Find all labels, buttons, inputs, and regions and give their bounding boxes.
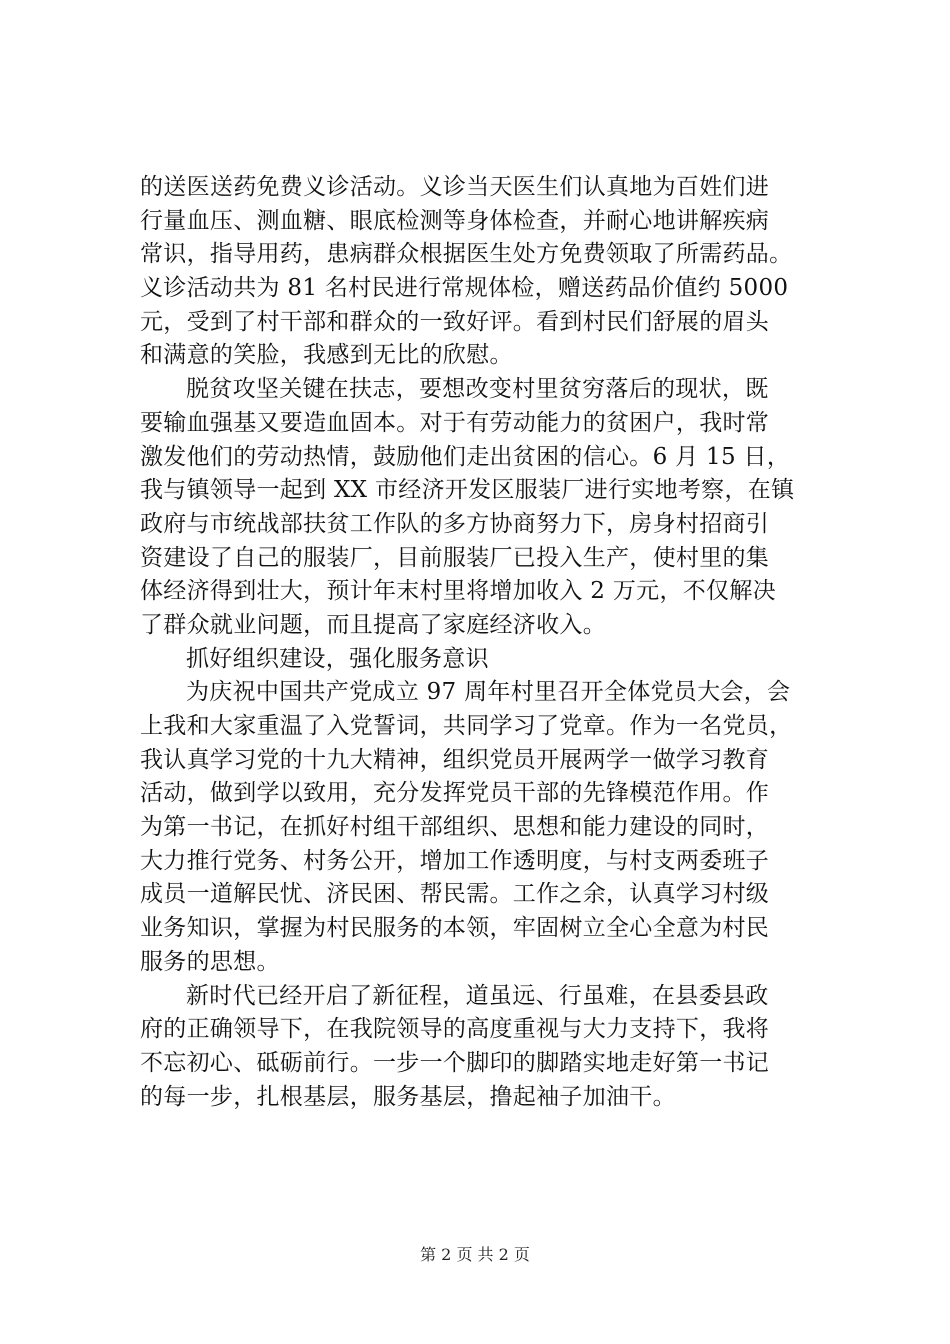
section-heading: 抓好组织建设，强化服务意识 <box>186 645 489 672</box>
body-text <box>140 171 840 1114</box>
page-number-label: 第 2 页 共 2 页 <box>420 1245 530 1264</box>
text-line: 和满意的笑脸，我感到无比的欣慰。 <box>140 342 513 369</box>
text-line: 为第一书记，在抓好村组干部组织、思想和能力建设的同时， <box>140 814 770 841</box>
paragraph-start-line: 为庆祝中国共产党成立 97 周年村里召开全体党员大会，会 <box>186 679 791 706</box>
text-line: 的每一步，扎根基层，服务基层，撸起袖子加油干。 <box>140 1083 676 1110</box>
text-line: 活动，做到学以致用，充分发挥党员干部的先锋模范作用。作 <box>140 780 770 807</box>
text-line: 要输血强基又要造血固本。对于有劳动能力的贫困户，我时常 <box>140 409 770 436</box>
text-line: 了群众就业问题，而且提高了家庭经济收入。 <box>140 611 606 638</box>
text-line: 元，受到了村干部和群众的一致好评。看到村民们舒展的眉头 <box>140 308 770 335</box>
text-line: 成员一道解民忧、济民困、帮民需。工作之余，认真学习村级 <box>140 881 770 908</box>
text-line: 我认真学习党的十九大精神，组织党员开展两学一做学习教育 <box>140 746 770 773</box>
text-line: 政府与市统战部扶贫工作队的多方协商努力下，房身村招商引 <box>140 510 770 537</box>
text-line: 不忘初心、砥砺前行。一步一个脚印的脚踏实地走好第一书记 <box>140 1049 770 1076</box>
text-line: 业务知识，掌握为村民服务的本领，牢固树立全心全意为村民 <box>140 915 770 942</box>
text-line: 我与镇领导一起到 XX 市经济开发区服装厂进行实地考察，在镇 <box>140 477 795 504</box>
text-line: 服务的思想。 <box>140 948 280 975</box>
text-line: 资建设了自己的服装厂，目前服装厂已投入生产，使村里的集 <box>140 544 770 571</box>
text-line: 行量血压、测血糖、眼底检测等身体检查，并耐心地讲解疾病 <box>140 207 770 234</box>
paragraph-start-line: 脱贫攻坚关键在扶志，要想改变村里贫穷落后的现状，既 <box>186 376 769 403</box>
text-line: 大力推行党务、村务公开，增加工作透明度，与村支两委班子 <box>140 847 770 874</box>
text-line: 激发他们的劳动热情，鼓励他们走出贫困的信心。6 月 15 日， <box>140 443 791 470</box>
text-line: 常识，指导用药，患病群众根据医生处方免费领取了所需药品。 <box>140 241 793 268</box>
text-line: 府的正确领导下，在我院领导的高度重视与大力支持下，我将 <box>140 1016 770 1043</box>
text-line: 体经济得到壮大，预计年末村里将增加收入 2 万元，不仅解决 <box>140 578 776 605</box>
text-line: 上我和大家重温了入党誓词，共同学习了党章。作为一名党员， <box>140 713 793 739</box>
text-line: 义诊活动共为 81 名村民进行常规体检，赠送药品价值约 5000 <box>140 275 789 302</box>
paragraph-start-line: 新时代已经开启了新征程，道虽远、行虽难，在县委县政 <box>186 982 769 1009</box>
text-line: 的送医送药免费义诊活动。义诊当天医生们认真地为百姓们进 <box>140 174 770 200</box>
page-footer <box>0 1245 950 1265</box>
